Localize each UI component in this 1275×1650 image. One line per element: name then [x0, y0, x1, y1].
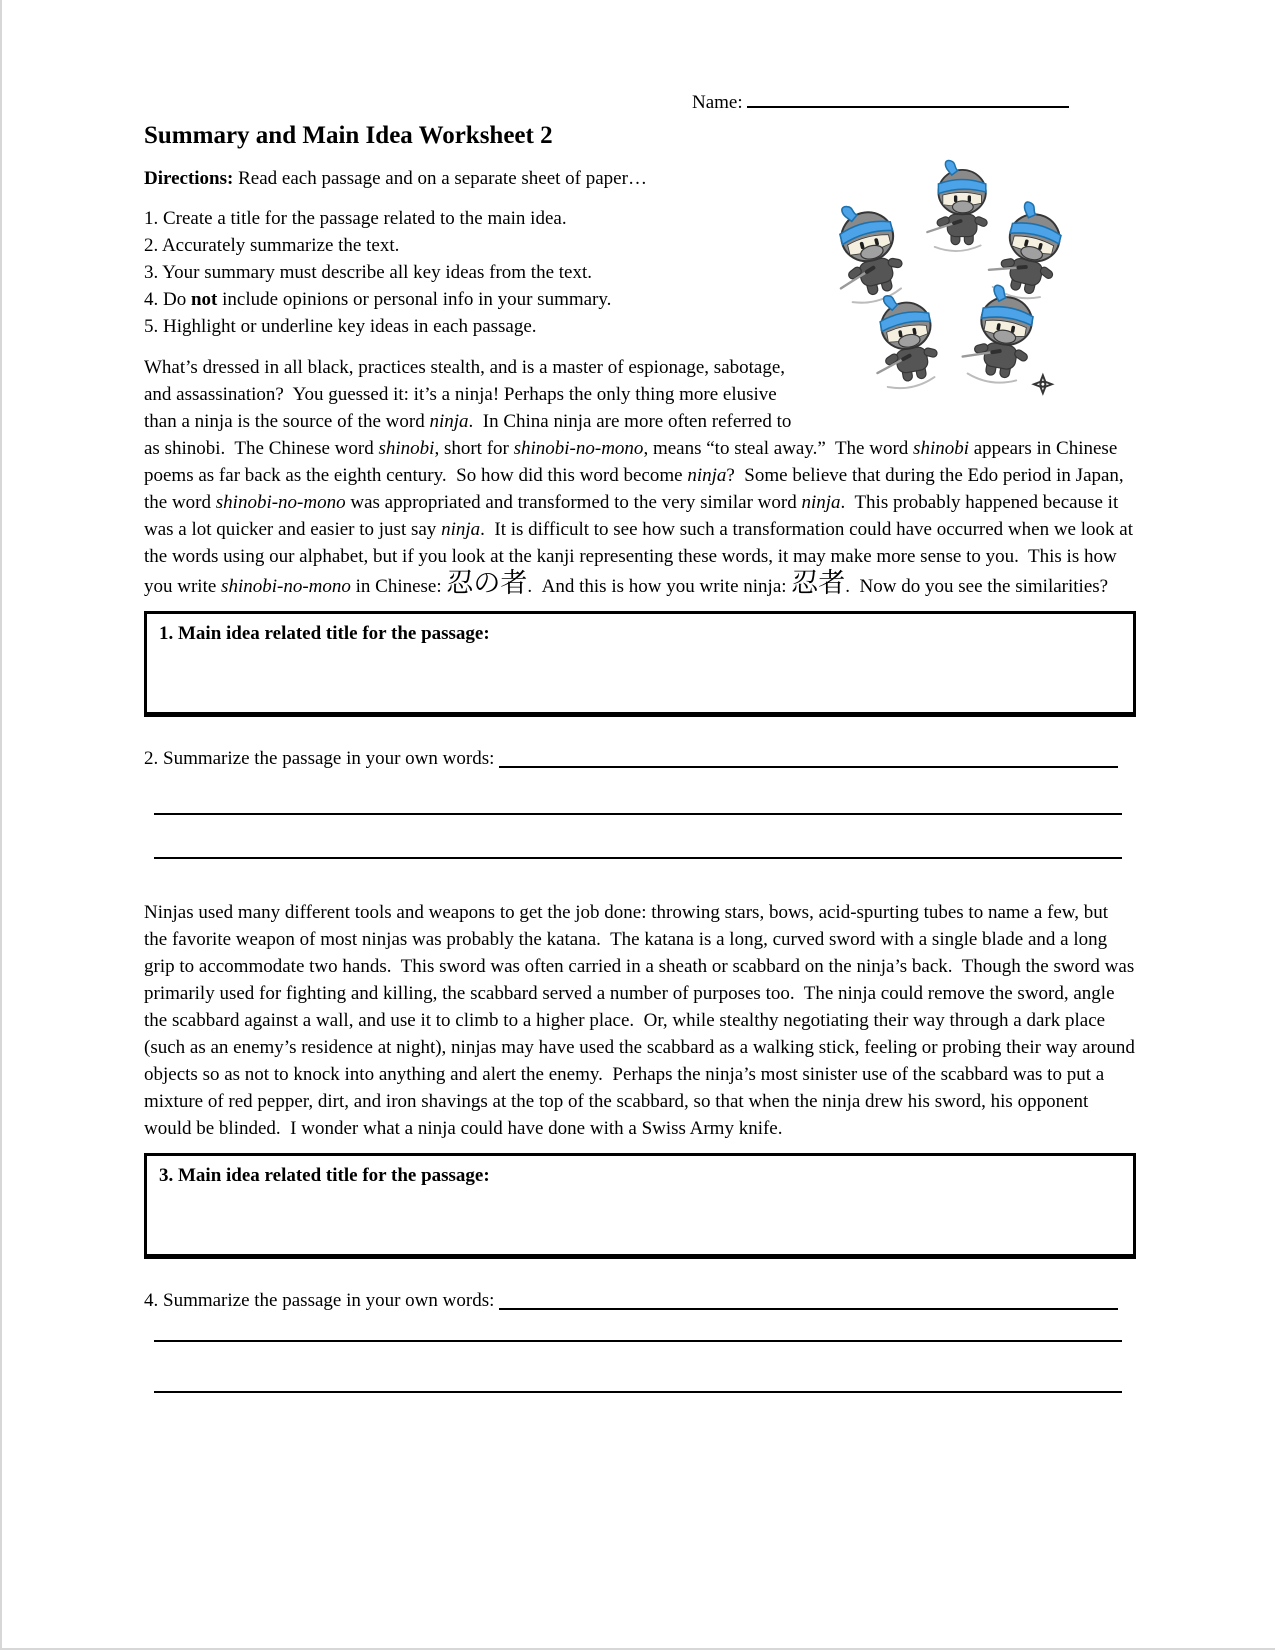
ninja-figure: [865, 289, 944, 393]
ninja-figure: [927, 161, 988, 251]
answer-line[interactable]: [154, 813, 1122, 815]
question-2-label: 2. Summarize the passage in your own words:: [144, 748, 500, 769]
answer-line[interactable]: [154, 857, 1122, 859]
name-row: [692, 86, 1136, 116]
question-2-row: [144, 745, 1136, 772]
title-answer-box-3[interactable]: [144, 1153, 1136, 1259]
title-answer-box-1[interactable]: [144, 611, 1136, 717]
question-4-blank-line[interactable]: [499, 1308, 1118, 1310]
title-answer-box-3-label: 3. Main idea related title for the passage:: [159, 1165, 490, 1186]
instruction-item-4: 4. Do not include opinions or personal info in your summary.: [144, 289, 612, 310]
instruction-item-3: 3. Your summary must describe all key ideas from the text.: [144, 262, 593, 283]
question-4-row: [144, 1287, 1136, 1314]
name-label: Name:: [692, 92, 743, 113]
answer-line[interactable]: [154, 1340, 1122, 1342]
instruction-item-2: 2. Accurately summarize the text.: [144, 235, 400, 256]
question-2-blank-line[interactable]: [499, 766, 1118, 768]
throwing-star-icon: [1034, 375, 1052, 393]
passage-1-text: What’s dressed in all black, practices stealth, and is a master of espionage, sabotage, and assassination? You guessed it: it’s a ninja! Perhaps the only thing more elusive than a ninja is the source of the word ninja. In China ninja are more often referred to as shinobi. The Chinese word shinobi, short for shinobi-no-mono, means “to steal away.” The word shinobi appears in Chinese poems as far back as the eighth century. So how did this word become ninja? Some believe that during the Edo period in Japan, the word shinobi-no-mono was appropriated and transformed to the very similar word ninja. This probably happened because it was a lot quicker and easier to just say ninja. It is difficult to see how such a transformation could have occurred when we look at the words using our alphabet, but if you look at the kanji representing these words, it may make more sense to you. This is how you write shinobi-no-mono in Chinese: 忍の者. And this is how you write ninja: 忍者. Now do you see the similarities?: [144, 357, 1138, 599]
answer-line[interactable]: [154, 1391, 1122, 1393]
ninja-clipart: [826, 159, 1076, 404]
page-title: Summary and Main Idea Worksheet 2: [144, 122, 553, 149]
instruction-item-5: 5. Highlight or underline key ideas in each passage.: [144, 316, 537, 337]
question-4-label: 4. Summarize the passage in your own words:: [144, 1290, 500, 1311]
worksheet-content: [2, 0, 1275, 1648]
title-answer-box-1-label: 1. Main idea related title for the passage:: [159, 623, 490, 644]
instruction-item-1: 1. Create a title for the passage related to the main idea.: [144, 208, 567, 229]
ninja-figure: [826, 196, 911, 308]
directions-line: Directions: Read each passage and on a separate sheet of paper…: [144, 168, 647, 189]
name-blank-line[interactable]: [747, 86, 1069, 108]
passage-2-text: Ninjas used many different tools and weapons to get the job done: throwing stars, bows, acid-spurting tubes to name a few, but the favorite weapon of most ninjas was probably the katana. The katana is a long, curved sword with a single blade and a long grip to accommodate two hands. This sword was often carried in a sheath or scabbard on the ninja’s back. Though the sword was primarily used for fighting and killing, the scabbard served a number of purposes too. The ninja could remove the sword, angle the scabbard against a wall, and use it to climb to a higher place. Or, while stealthy negotiating their way through a dark place (such as an enemy’s residence at night), ninjas may have used the scabbard as a walking stick, feeling or probing their way around objects so as not to knock into anything and alert the enemy. Perhaps the ninja’s most sinister use of the scabbard was to put a mixture of red pepper, dirt, and iron shavings at the top of the scabbard, so that when the ninja drew his sword, his opponent would be blinded. I wonder what a ninja could have done with a Swiss Army knife.: [144, 902, 1140, 1139]
